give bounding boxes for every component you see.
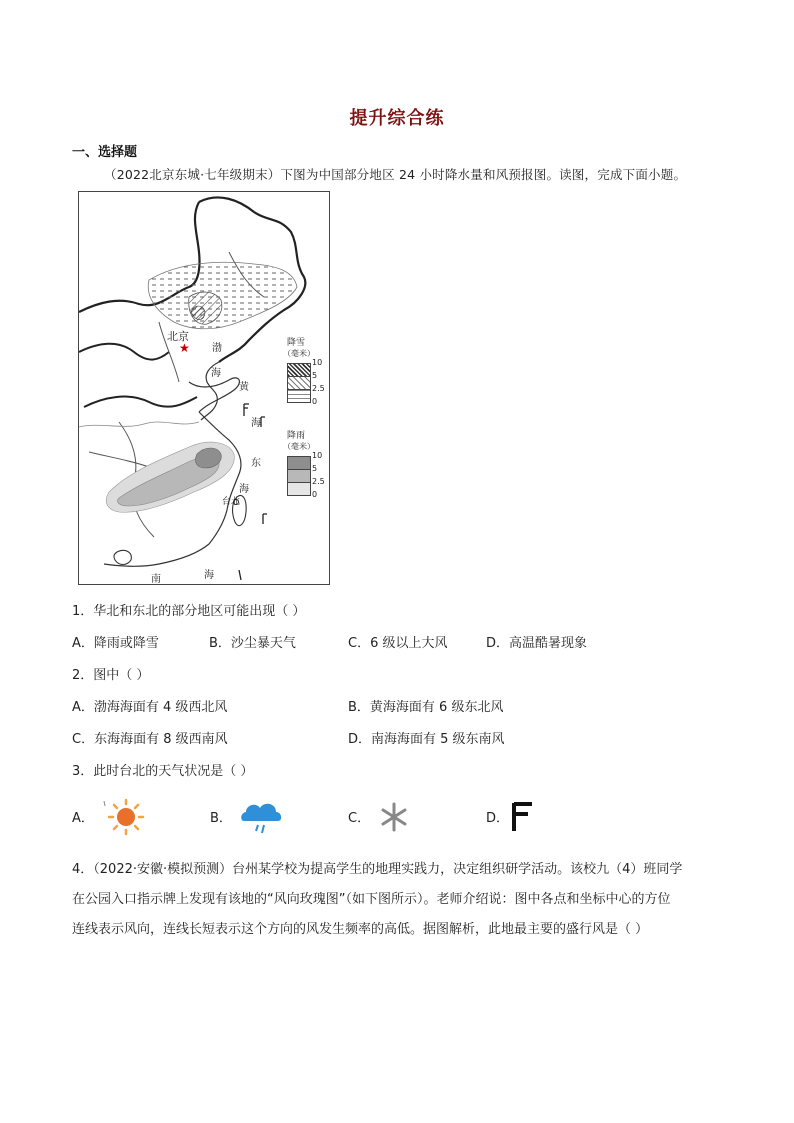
label-dong: 东	[251, 458, 261, 469]
label-huang: 黄	[239, 382, 249, 393]
snow-tick-2-5: 2.5	[312, 384, 325, 393]
inland-boundary-2	[84, 397, 197, 407]
label-nan: 南	[151, 574, 161, 585]
label-hai-donghai: 海	[239, 484, 249, 495]
q2-option-c[interactable]: C．东海海面有 8 级西南风	[72, 732, 228, 747]
q3-option-b[interactable]: B．	[210, 811, 232, 826]
q3-option-d[interactable]: D．	[486, 811, 510, 826]
rain-tick-10: 10	[312, 451, 323, 460]
rain-swatch-10	[287, 456, 311, 470]
snow-legend-title: 降雪	[287, 338, 306, 348]
question-3-stem: 3．此时台北的天气状况是（ ）	[72, 764, 254, 779]
question-1-stem: 1．华北和东北的部分地区可能出现（ ）	[72, 604, 306, 619]
snow-zone-light	[148, 262, 297, 329]
snow-tick-0: 0	[312, 397, 318, 406]
label-taibei: 台北	[222, 497, 241, 507]
river	[79, 422, 199, 427]
page-title: 提升综合练	[349, 108, 445, 129]
question-4-line-2: 在公园入口指示牌上发现有该地的“风向玫瑰图”（如下图所示）。老师介绍说：图中各点和坐标中心的方位	[72, 892, 671, 907]
question-4-line-1: 4．（2022·安徽·模拟预测）台州某学校为提高学生的地理实践力，决定组织研学活动。该校九（4）班同学	[72, 862, 683, 877]
rain-tick-0: 0	[312, 490, 318, 499]
q1-option-a[interactable]: A．降雨或降雪	[72, 636, 159, 651]
inland-boundary-1	[79, 344, 169, 360]
q2-option-a[interactable]: A．渤海海面有 4 级西北风	[72, 700, 228, 715]
rain-swatch-5	[287, 469, 311, 483]
question-intro: （2022北京东城·七年级期末）下图为中国部分地区 24 小时降水量和风预报图。读图，完成下面小题。	[104, 167, 687, 182]
q2-option-b[interactable]: B．黄海海面有 6 级东北风	[348, 700, 504, 715]
snow-legend-unit: （毫米）	[283, 349, 315, 358]
q3-option-c[interactable]: C．	[348, 811, 371, 826]
snow-tick-5: 5	[312, 371, 318, 380]
label-hai-huanghai: 海	[251, 418, 261, 429]
snow-swatch-10	[287, 363, 311, 377]
question-4-line-3: 连线表示风向，连线长短表示这个方向的风发生频率的高低。据图解析，此地最主要的盛行风是（ ）	[72, 922, 649, 937]
rain-legend	[283, 428, 327, 499]
rain-tick-5: 5	[312, 464, 318, 473]
q2-option-d[interactable]: D．南海海面有 5 级东南风	[348, 732, 505, 747]
label-hai-nanhai: 海	[204, 570, 214, 581]
rain-legend-title: 降雨	[287, 431, 306, 441]
snow-legend	[283, 335, 327, 406]
question-2-stem: 2．图中（ ）	[72, 668, 150, 683]
label-hai-bohai: 海	[211, 368, 221, 379]
beijing-star: ★	[179, 341, 190, 355]
q3-option-a[interactable]: A．	[72, 811, 94, 826]
label-bo: 渤	[212, 343, 222, 354]
wind-barb-icon[interactable]	[508, 797, 540, 837]
q1-option-d[interactable]: D．高温酷暑现象	[486, 636, 588, 651]
precipitation-wind-map	[78, 191, 330, 585]
rain-swatch-2-5	[287, 482, 311, 496]
sun-icon[interactable]	[100, 797, 152, 837]
q1-option-c[interactable]: C．6 级以上大风	[348, 636, 448, 651]
section-heading: 一、选择题	[72, 145, 138, 160]
rain-cloud-icon[interactable]	[238, 797, 286, 837]
rain-tick-2-5: 2.5	[312, 477, 325, 486]
snowflake-icon[interactable]	[374, 797, 414, 837]
hainan-island	[114, 550, 131, 564]
snow-swatch-2-5	[287, 389, 311, 403]
label-beijing: 北京	[167, 330, 189, 343]
snow-tick-10: 10	[312, 358, 323, 367]
rain-legend-unit: （毫米）	[283, 442, 315, 451]
q1-option-b[interactable]: B．沙尘暴天气	[209, 636, 296, 651]
snow-swatch-5	[287, 376, 311, 390]
